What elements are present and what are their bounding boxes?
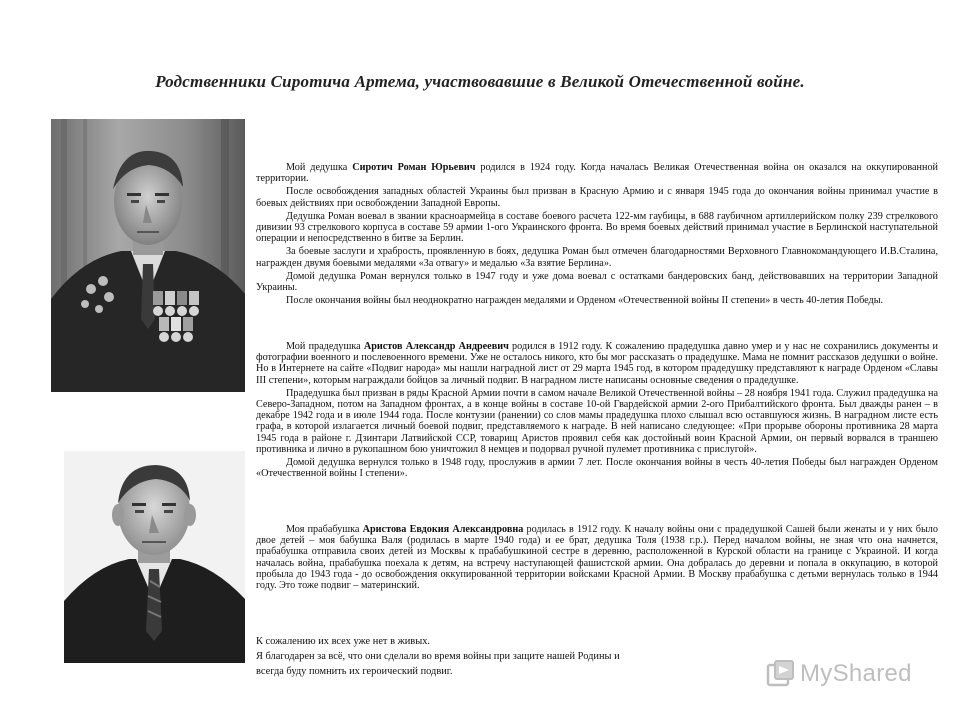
paragraph: После освобождения западных областей Украины был призван в Красную Армию и с января 1945 года до окончания войны принимал участие в боевых действиях при освобождении Западной Европы. [256, 186, 938, 209]
person-name: Аристова Евдокия Александровна [362, 524, 524, 535]
paragraph-text: Мой дедушка [286, 162, 353, 173]
paragraph-text: родился в 1912 году. К сожалению прадедушка давно умер и у нас не сохранились документы и фотографии военного и послевоенного времени. Уже не осталось никого, кто бы мог рассказать о прадедушке. Мама не помнит рассказов дедушки о войне. Но в Интернете на сайте «Подвиг народа» мы нашли наградной лист от 29 марта 1945 год, в котором прадедушку представляют к награде Орденом «Славы III степени», которым награждали бойцов за личный подвиг. В наградном листе написаны основные сведения о прадедушке. [256, 341, 938, 386]
paragraph-text: родился в 1924 году. Когда началась Великая Отечественная война он оказался на оккупированной территории. [256, 162, 938, 185]
myshared-watermark [766, 656, 936, 692]
closing-line: Я благодарен за всё, что они сделали во время войны при защите нашей Родины и [256, 651, 620, 662]
portrait-photo-grandfather [51, 119, 245, 392]
page-title: Родственники Сиротича Артема, участвовавшие в Великой Отечественной войне. [155, 72, 805, 91]
paragraph: После окончания войны был неоднократно награжден медалями и Орденом «Отечественной войны II степени» в честь 40-летия Победы. [286, 295, 884, 307]
paragraph: Домой дедушка Роман вернулся только в 1947 году и уже дома воевал с остатками бандеровских банд, действовавших на территории Западной Украины. [256, 270, 938, 294]
grandfather-section [256, 162, 938, 308]
myshared-logo-icon [766, 659, 796, 689]
great-grandfather-section [256, 341, 938, 481]
paragraph-text: Мой прадедушка [286, 341, 364, 352]
paragraph [256, 162, 938, 184]
portrait-photo-great-grandfather [64, 451, 245, 663]
paragraph: Дедушка Роман воевал в звании красноармейца в составе боевого расчета 122-мм гаубицы, в 688 гаубичном артиллерийском полку 239 стрелкового дивизии 93 стрелкового корпуса в составе 59 армии 1-ого Украинского фронта. Во время боевых действий принимал участие в Берлинской наступательной операции и непосредственно в битве за Берлин. [256, 210, 938, 245]
paragraph: Домой дедушка вернулся только в 1948 году, прослужив в армии 7 лет. После окончания войны в честь 40-летия Победы был награжден Орденом «Отечественной войны I степени». [256, 457, 938, 480]
watermark-text: MyShared [800, 660, 912, 687]
paragraph-text: родилась в 1912 году. К началу войны они с прадедушкой Сашей были женаты и у них было двое детей – моя бабушка Валя (родилась в марте 1940 года) и ее брат, дедушка Толя (1938 г.р.). Перед началом войны, не зная что она начнется, прабабушка отправила своих детей из Москвы к прабабушкиной сестре в деревню, расположенной в Курской области на границе с Украиной. И когда началась война, прабабушка поехала к детям, на встречу наступающей фашистской армии. Она добралась до деревни и попала в оккупацию, в которой пробыла до 1943 года - до освобождения оккупированной территории войсками Красной Армии. В Москву прабабушка с детьми вернулась только в 1944 году. Это тоже подвиг – материнский. [256, 524, 938, 592]
paragraph [256, 524, 938, 591]
person-name: Аристов Александр Андреевич [363, 341, 509, 352]
paragraph [256, 341, 938, 386]
person-name: Сиротич Роман Юрьевич [352, 162, 476, 173]
paragraph: За боевые заслуги и храбрость, проявленную в боях, дедушка Роман был отмечен благодарностями Верховного Главнокомандующего И.В.Сталина, награжден двумя боевыми медалями «За отвагу» и медалью «За взятие Берлина». [256, 246, 938, 269]
closing-line: К сожалению их всех уже нет в живых. [256, 636, 430, 647]
closing-remarks [256, 634, 776, 679]
paragraph: Прадедушка был призван в ряды Красной Армии почти в самом начале Великой Отечественной войны – 28 ноября 1941 года. Служил прадедушка на Северо-Западном, потом на Западном фронтах, а в конце войны в составе 10-ой Гвардейской армии 2-ого Прибалтийского фронта. Был дважды ранен – в декабре 1942 года и в июле 1944 года. После контузии (ранении) со слов мамы прадедушка плохо слышал всю оставшуюся жизнь. В наградном листе есть графа, в которой излагается личный боевой подвиг, представляемого к награде. В ней написано следующее: «При прорыве обороны противника 28 марта 1945 года в районе г. Дзинтари Латвийской ССР, товарищ Аристов проявил себя как достойный воин Красной Армии, он первый ворвался в траншею противника и лично в рукопашном бою уничтожил 8 немцев и подорвал ручной пулемет противника с прислугой». [256, 387, 938, 455]
closing-line: всегда буду помнить их героический подвиг. [256, 666, 453, 677]
great-grandmother-section [256, 524, 938, 593]
paragraph-text: Моя прабабушка [286, 524, 363, 535]
